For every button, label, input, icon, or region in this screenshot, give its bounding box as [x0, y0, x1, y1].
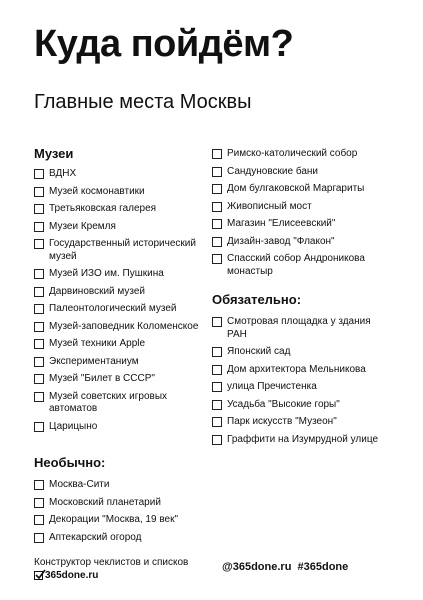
- checkbox[interactable]: [34, 269, 44, 279]
- constructor-text: Конструктор чеклистов и списков: [34, 557, 189, 568]
- checkbox[interactable]: [34, 222, 44, 232]
- checkbox[interactable]: [212, 400, 222, 410]
- checklist-item[interactable]: [34, 532, 204, 545]
- checklist-item[interactable]: [34, 168, 204, 181]
- checklist-item[interactable]: [212, 201, 392, 214]
- checkbox[interactable]: [212, 254, 222, 264]
- checklist-item-label: Смотровая площадка у здания РАН: [227, 316, 371, 340]
- checklist-item[interactable]: [212, 346, 392, 359]
- checkbox[interactable]: [34, 204, 44, 214]
- checklist-item-label: Дом булгаковской Маргариты: [227, 183, 365, 194]
- checklist-item[interactable]: [34, 238, 204, 263]
- checklist-item-label: Музей космонавтики: [49, 185, 145, 197]
- checklist-item-label: Московский планетарий: [49, 496, 161, 508]
- checklist-item-label: Дом архитектора Мельникова: [227, 363, 366, 375]
- checklist-item[interactable]: [34, 286, 204, 299]
- checkbox[interactable]: [34, 339, 44, 349]
- checkbox-check-icon: [34, 571, 43, 580]
- section-title-museums: Музеи: [34, 146, 74, 161]
- checklist-item[interactable]: [34, 514, 204, 527]
- checkbox[interactable]: [34, 392, 44, 402]
- checklist-item-label: Магазин "Елисеевский": [227, 218, 336, 229]
- checkbox[interactable]: [34, 357, 44, 367]
- checklist-item-label: Музей советских игровых автоматов: [49, 390, 168, 414]
- checkbox[interactable]: [34, 169, 44, 179]
- page-title: Куда пойдём?: [34, 23, 294, 65]
- checklist-item-label: Спасский собор Андроникова монастыр: [227, 253, 365, 277]
- checkbox[interactable]: [34, 322, 44, 332]
- section-title-mandatory: Обязательно:: [212, 292, 302, 307]
- checkbox[interactable]: [34, 480, 44, 490]
- checkbox[interactable]: [212, 435, 222, 445]
- checklist-item-label: Парк искусств "Музеон": [227, 416, 337, 427]
- checkbox[interactable]: [212, 317, 222, 327]
- checklist-item[interactable]: [34, 479, 204, 492]
- checklist-item-label: Сандуновские бани: [227, 165, 319, 177]
- checkbox[interactable]: [212, 382, 222, 392]
- checkbox[interactable]: [34, 533, 44, 543]
- checklist-item[interactable]: [212, 253, 392, 278]
- checklist-item-label: Царицыно: [49, 420, 98, 432]
- checkbox[interactable]: [212, 184, 222, 194]
- checklist-item-label: Граффити на Изумрудной улице: [227, 433, 379, 445]
- checklist-item-label: Экспериментаниум: [49, 355, 139, 367]
- checklist-item[interactable]: [212, 316, 392, 341]
- checklist-item[interactable]: [34, 421, 204, 434]
- checklist-item[interactable]: [212, 381, 392, 394]
- checkbox[interactable]: [212, 417, 222, 427]
- checklist-item[interactable]: [34, 268, 204, 281]
- checklist-item-label: улица Пречистенка: [227, 381, 317, 392]
- checklist-item[interactable]: [212, 166, 392, 179]
- checkbox[interactable]: [212, 149, 222, 159]
- checklist-item[interactable]: [212, 148, 392, 161]
- checklist-item-label: Музеи Кремля: [49, 220, 116, 232]
- checklist-item-label: Третьяковская галерея: [49, 203, 157, 214]
- checklist-item[interactable]: [34, 321, 204, 334]
- checklist-item[interactable]: [212, 416, 392, 429]
- museums-list: [34, 168, 204, 433]
- checklist-item[interactable]: [34, 203, 204, 216]
- checklist-item-label: Музей ИЗО им. Пушкина: [49, 268, 164, 279]
- more-list: [212, 148, 392, 278]
- checklist-item-label: Японский сад: [227, 346, 291, 357]
- social-tags: @365done.ru #365done: [222, 561, 349, 573]
- checklist-item[interactable]: [34, 497, 204, 510]
- checklist-item[interactable]: [34, 338, 204, 351]
- checkbox[interactable]: [34, 287, 44, 297]
- checkbox[interactable]: [34, 515, 44, 525]
- checklist-item[interactable]: [212, 218, 392, 231]
- checklist-item-label: ВДНХ: [49, 168, 77, 179]
- unusual-list: [34, 479, 204, 544]
- checklist-item-label: Государственный исторический музей: [49, 238, 196, 262]
- checklist-item[interactable]: [34, 303, 204, 316]
- checkbox[interactable]: [34, 422, 44, 432]
- checkbox[interactable]: [34, 239, 44, 249]
- checkbox[interactable]: [212, 219, 222, 229]
- checkbox[interactable]: [212, 237, 222, 247]
- checkbox[interactable]: [212, 347, 222, 357]
- checklist-item-label: Музей "Билет в СССР": [49, 373, 155, 384]
- left-column: [34, 146, 204, 549]
- checklist-item-label: Москва-Сити: [49, 479, 110, 490]
- checklist-item[interactable]: [34, 356, 204, 369]
- brand-link[interactable]: [34, 569, 188, 582]
- checklist-item[interactable]: [34, 221, 204, 234]
- footer-left: [34, 556, 188, 582]
- checklist-item-label: Декорации "Москва, 19 век": [49, 514, 179, 525]
- checkbox[interactable]: [212, 365, 222, 375]
- checklist-item-label: Музей техники Apple: [49, 338, 146, 349]
- page-subtitle: Главные места Москвы: [34, 91, 252, 113]
- checkbox[interactable]: [34, 187, 44, 197]
- checklist-item[interactable]: [212, 236, 392, 249]
- checkbox[interactable]: [34, 498, 44, 508]
- checklist-item[interactable]: [34, 373, 204, 386]
- mandatory-list: [212, 316, 392, 446]
- checkbox[interactable]: [212, 202, 222, 212]
- checklist-item-label: Аптекарский огород: [49, 531, 142, 543]
- section-title-unusual: Необычно:: [34, 455, 106, 470]
- checklist-item-label: Усадьба "Высокие горы": [227, 398, 340, 410]
- checklist-item-label: Живописный мост: [227, 200, 312, 212]
- checklist-item[interactable]: [212, 183, 392, 196]
- checklist-item-label: Дизайн-завод "Флакон": [227, 235, 335, 247]
- checklist-item[interactable]: [212, 364, 392, 377]
- checklist-item[interactable]: [34, 391, 204, 416]
- checklist-item[interactable]: [34, 186, 204, 199]
- checklist-item-label: Музей-заповедник Коломенское: [49, 320, 199, 332]
- checkbox[interactable]: [34, 304, 44, 314]
- checklist-item-label: Римско-католический собор: [227, 148, 358, 159]
- checkbox[interactable]: [34, 374, 44, 384]
- checklist-item[interactable]: [212, 434, 392, 447]
- checklist-item-label: Палеонтологический музей: [49, 303, 177, 314]
- brand-label: 365done.ru: [45, 570, 99, 581]
- checklist-item[interactable]: [212, 399, 392, 412]
- checkbox[interactable]: [212, 167, 222, 177]
- checklist-item-label: Дарвиновский музей: [49, 285, 146, 297]
- right-column: [212, 148, 392, 451]
